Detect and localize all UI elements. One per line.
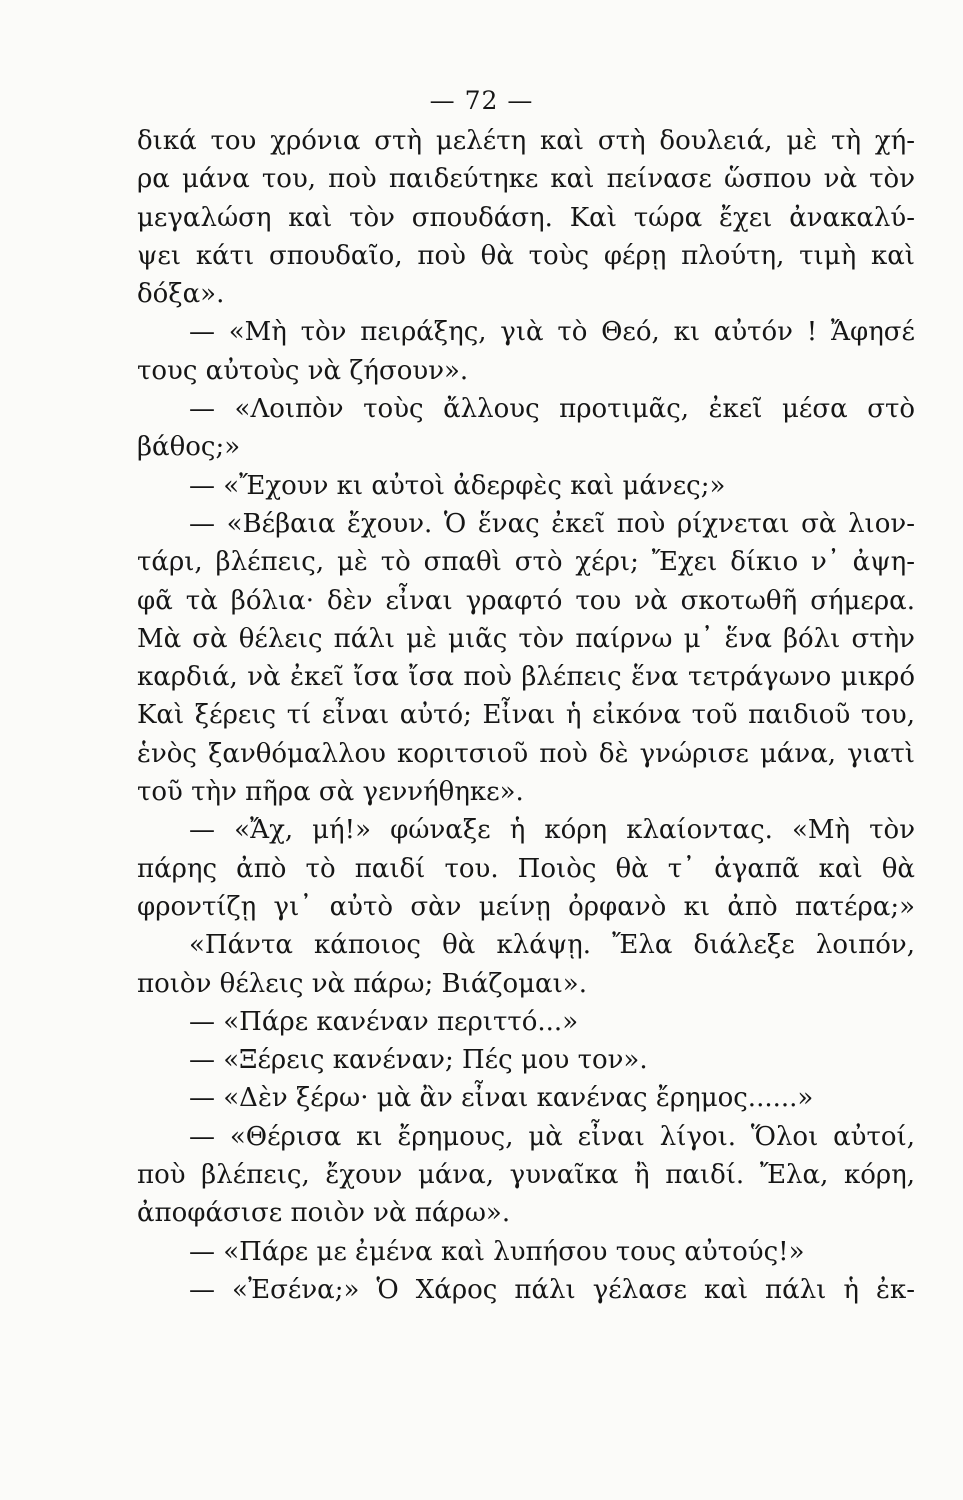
text-line: ἑνὸς ξανθόμαλλου κοριτσιοῦ ποὺ δὲ γνώρισε μάνα, γιατὶ (137, 738, 915, 769)
text-line: ψει κάτι σπουδαῖο, ποὺ θὰ τοὺς φέρῃ πλούτη, τιμὴ καὶ (137, 240, 915, 271)
body-text (137, 122, 915, 1309)
text-line: — «Θέρισα κι ἔρημους, μὰ εἶναι λίγοι. Ὅλοι αὐτοί, (189, 1121, 915, 1152)
text-line: δικά του χρόνια στὴ μελέτη καὶ στὴ δουλειά, μὲ τὴ χή- (137, 126, 915, 156)
text-line: — «Λοιπὸν τοὺς ἄλλους προτιμᾶς, ἐκεῖ μέσα στὸ (189, 394, 915, 425)
text-line: καρδιά, νὰ ἐκεῖ ἴσα ἴσα ποὺ βλέπεις ἕνα τετράγωνο μικρό (137, 662, 915, 693)
text-line: — «Ἔχουν κι αὐτοὶ ἀδερφὲς καὶ μάνες;» (189, 470, 726, 501)
text-line: — «Δὲν ξέρω· μὰ ἂν εἶναι κανένας ἔρημος......» (189, 1083, 814, 1114)
text-line: δόξα». (137, 279, 225, 310)
text-line: «Πάντα κάποιος θὰ κλάψῃ. Ἔλα διάλεξε λοιπόν, (189, 930, 915, 961)
text-line: ποιὸν θέλεις νὰ πάρω; Βιάζομαι». (137, 968, 587, 999)
text-line: — «Ἄχ, μή!» φώναξε ἡ κόρη κλαίοντας. «Μὴ τὸν (189, 815, 915, 846)
text-line: — «Πάρε με ἐμένα καὶ λυπήσου τους αὐτούς!» (189, 1236, 805, 1267)
text-line: τοῦ τὴν πῆρα σὰ γεννήθηκε». (137, 777, 524, 808)
text-line: μεγαλώση καὶ τὸν σπουδάση. Καὶ τώρα ἔχει ἀνακαλύ- (137, 202, 915, 233)
text-line: — «Ξέρεις κανέναν; Πές μου τον». (189, 1045, 648, 1076)
text-line: πάρης ἀπὸ τὸ παιδί του. Ποιὸς θὰ τ᾽ ἀγαπᾶ καὶ θὰ (137, 853, 915, 884)
text-line: — «Βέβαια ἔχουν. Ὁ ἕνας ἐκεῖ ποὺ ρίχνεται σὰ λιον- (189, 508, 915, 539)
text-line: φροντίζῃ γι᾽ αὐτὸ σὰν μείνῃ ὀρφανὸ κι ἀπὸ πατέρα;» (137, 891, 915, 922)
page-number: — 72 — (429, 86, 534, 115)
text-line: τάρι, βλέπεις, μὲ τὸ σπαθὶ στὸ χέρι; Ἔχει δίκιο ν᾽ ἀψη- (137, 547, 915, 578)
text-line: βάθος;» (137, 432, 241, 463)
text-line: — «Ἐσένα;» Ὁ Χάρος πάλι γέλασε καὶ πάλι ἡ ἐκ- (189, 1274, 915, 1305)
text-line: ρα μάνα του, ποὺ παιδεύτηκε καὶ πείνασε ὥσπου νὰ τὸν (137, 164, 915, 195)
text-line: Μὰ σὰ θέλεις πάλι μὲ μιᾶς τὸν παίρνω μ᾽ ἕνα βόλι στὴν (137, 623, 915, 654)
text-line: — «Μὴ τὸν πειράξης, γιὰ τὸ Θεό, κι αὐτόν ! Ἄφησέ (189, 317, 915, 348)
text-line: τους αὐτοὺς νὰ ζήσουν». (137, 355, 469, 386)
text-line: Καὶ ξέρεις τί εἶναι αὐτό; Εἶναι ἡ εἰκόνα τοῦ παιδιοῦ του, (137, 700, 915, 731)
text-line: φᾶ τὰ βόλια· δὲν εἶναι γραφτό του νὰ σκοτωθῆ σήμερα. (137, 585, 915, 616)
text-line: ποὺ βλέπεις, ἔχουν μάνα, γυναῖκα ἢ παιδί. Ἔλα, κόρη, (137, 1160, 915, 1191)
text-line: ἀποφάσισε ποιὸν νὰ πάρω». (137, 1198, 511, 1229)
text-line: — «Πάρε κανέναν περιττό...» (189, 1006, 579, 1037)
